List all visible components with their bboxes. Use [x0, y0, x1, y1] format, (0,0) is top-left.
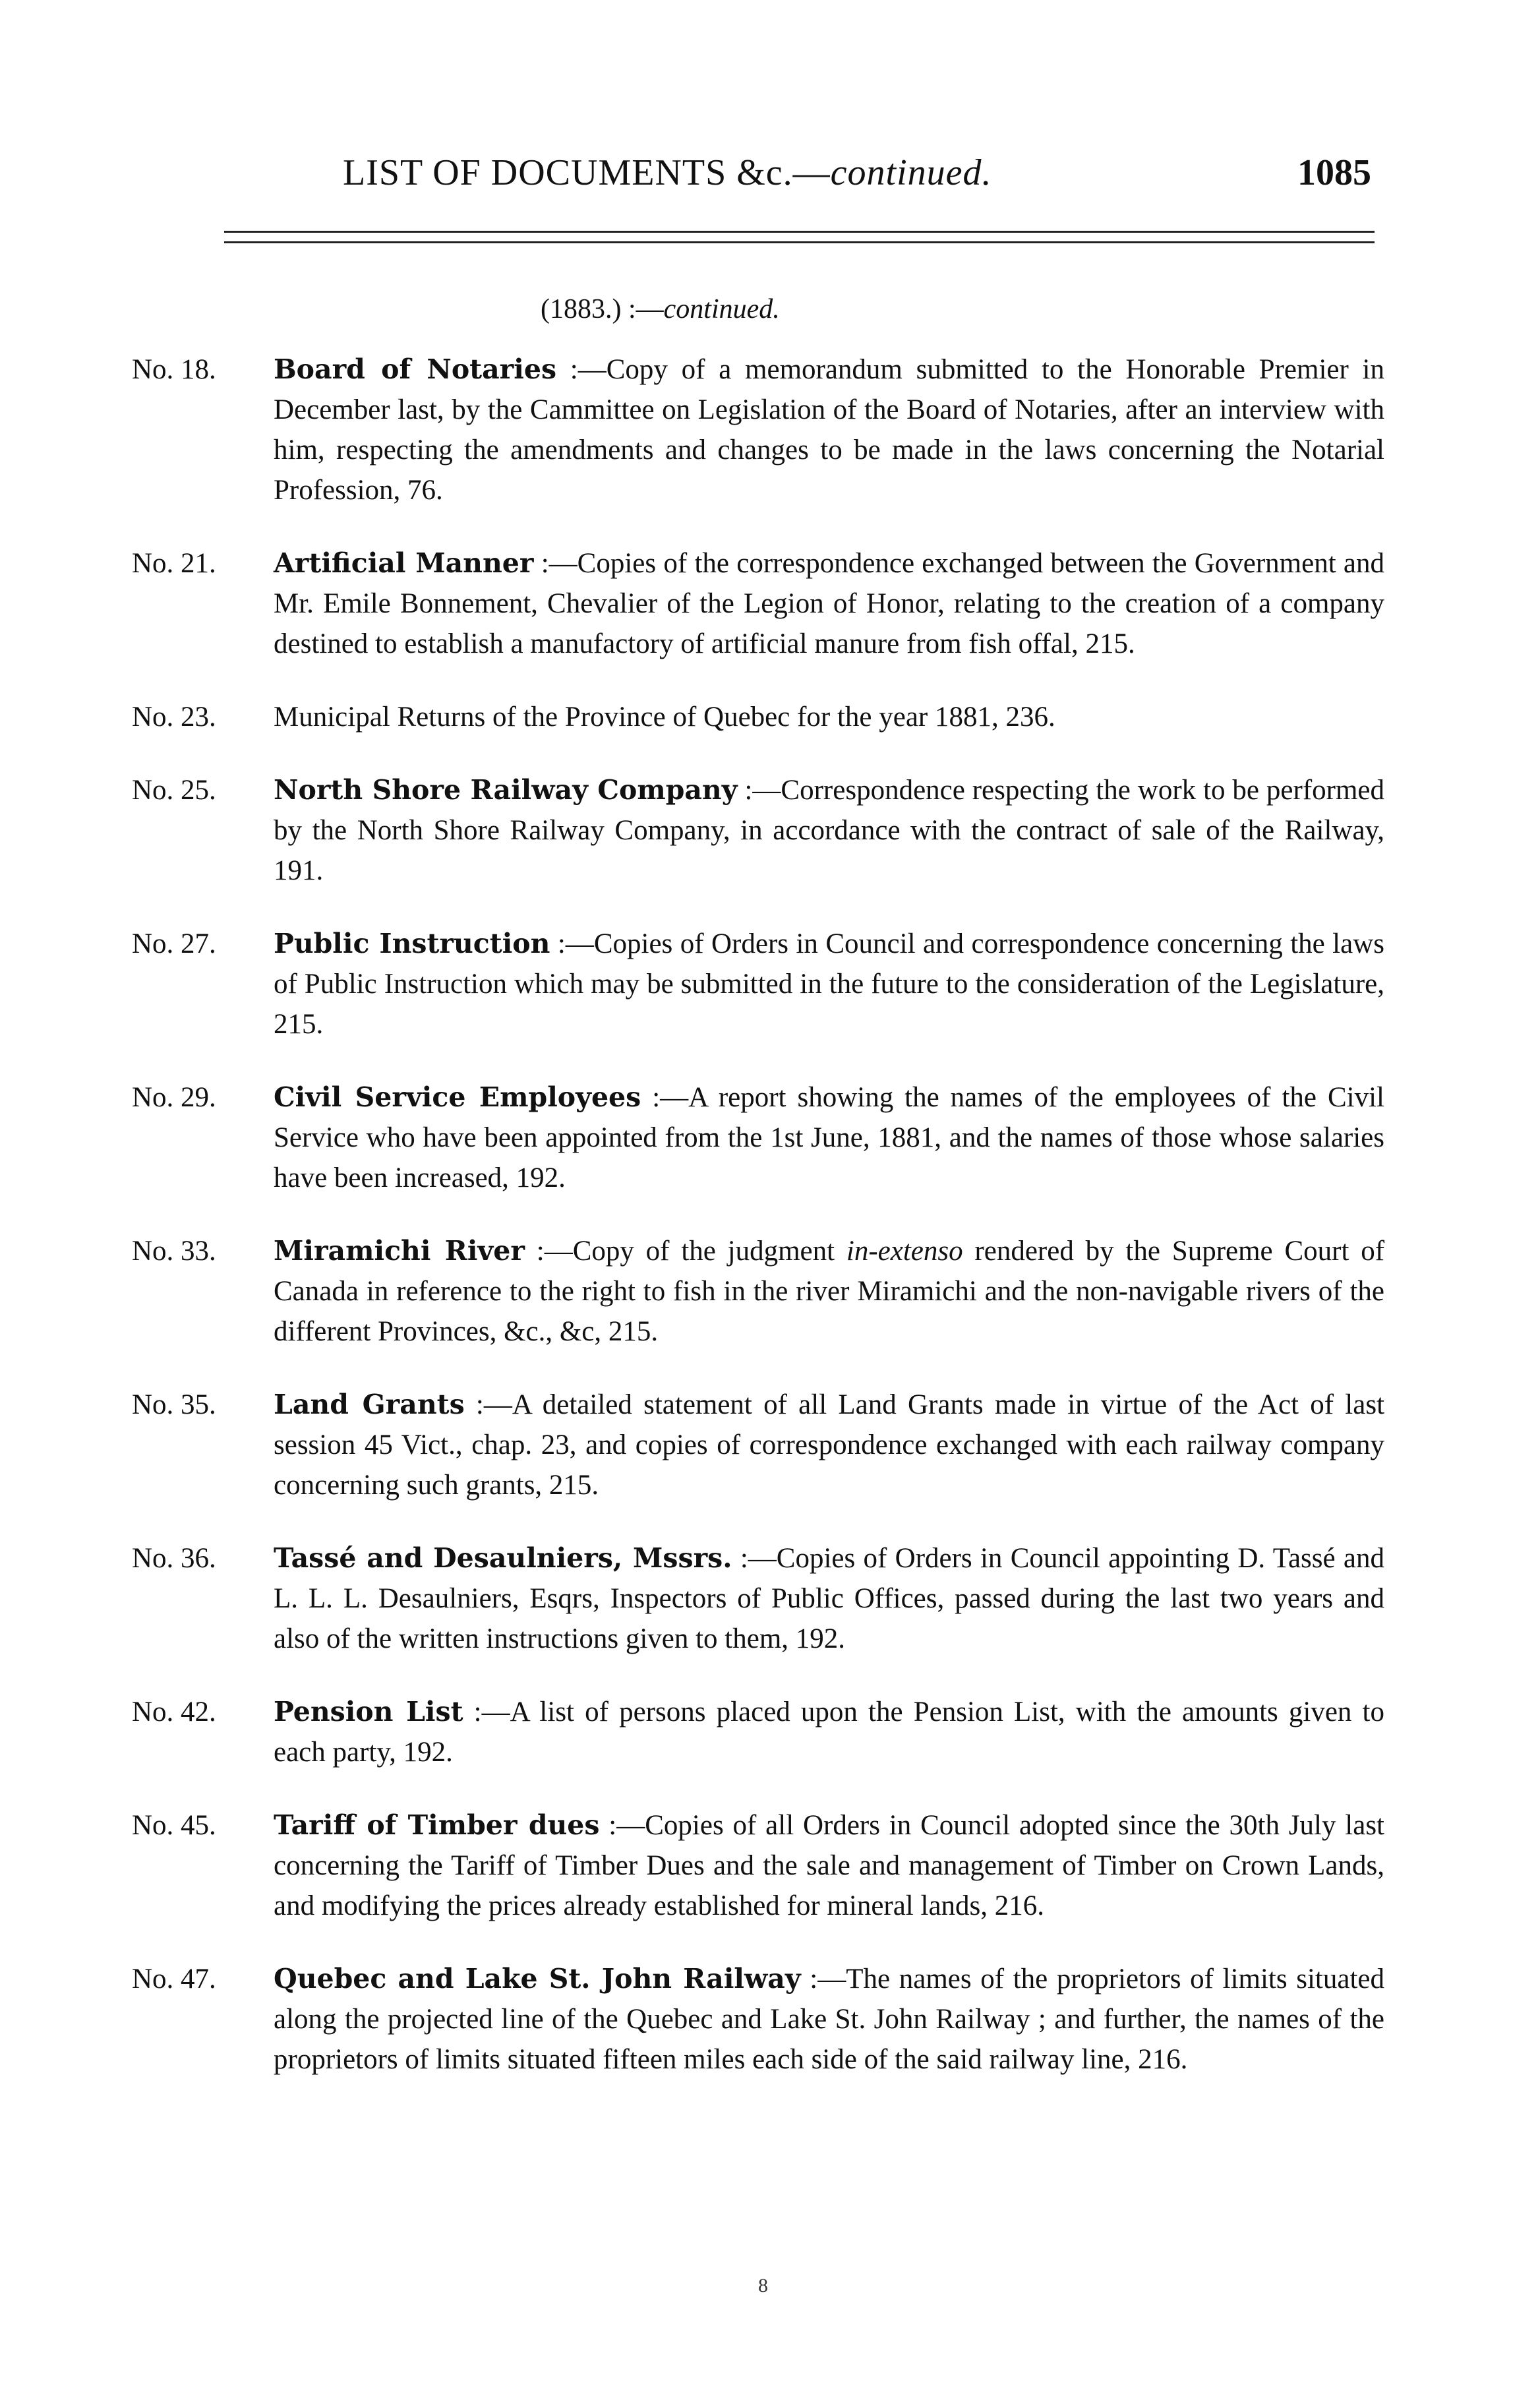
entry-text: :—Copy of a memorandum submitted to the Honorable Premier in December last, by the Cammittee on Legislation of the Board of Notaries, after an interview with him, respecting the amendments and changes to be made in the laws concerning the Notarial Profession, 76. [274, 354, 1384, 506]
entry-subject: Board of Notaries [274, 353, 557, 385]
document-entry-29 [132, 1077, 1384, 1198]
entry-subject: Miramichi River [274, 1235, 525, 1267]
entry-subject: North Shore Railway Company [274, 774, 738, 806]
entry-subject: Land Grants [274, 1389, 465, 1420]
entry-number: No. 36. [132, 1543, 216, 1574]
entry-text: :—Copies of Orders in Council appointing D. Tassé and L. L. L. Desaulniers, Esqrs, Inspectors of Public Offices, passed during the last two years and also of the written instructions given to them, 192. [274, 1543, 1384, 1654]
page-title-main: LIST OF DOCUMENTS &c.— [343, 152, 831, 193]
section-heading [541, 293, 780, 325]
document-entry-21 [132, 543, 1384, 664]
document-entry-25 [132, 770, 1384, 891]
section-continued: continued. [663, 294, 780, 324]
document-entry-35 [132, 1385, 1384, 1505]
entry-number: No. 47. [132, 1964, 216, 1995]
entry-text: :—A list of persons placed upon the Pension List, with the amounts given to each party, 192. [274, 1696, 1385, 1768]
document-entry-33 [132, 1231, 1384, 1352]
entry-subject: Tariff of Timber dues [274, 1809, 600, 1841]
entry-number: No. 33. [132, 1236, 216, 1267]
entry-subject: Tassé and Desaulniers, Mssrs. [274, 1542, 732, 1574]
header-rule-top [224, 231, 1375, 233]
entry-text: :—A detailed statement of all Land Grants made in virtue of the Act of last session 45 Vict., chap. 23, and copies of correspondence exchanged with each railway company concerning such grants, 215. [274, 1389, 1385, 1501]
entry-text-after: rendered by the Supreme Court of Canada in reference to the right to fish in the river Miramichi and the non-navigable rivers of the different Provinces, &c., &c, 215. [274, 1236, 1385, 1347]
entry-text: :—Copies of Orders in Council and correspondence concerning the laws of Public Instruction which may be submitted in the future to the consideration of the Legislature, 215. [274, 928, 1385, 1040]
footer-mark: 8 [758, 2275, 768, 2297]
document-entry-45 [132, 1805, 1384, 1926]
document-entry-42 [132, 1692, 1384, 1772]
page-number: 1085 [1297, 152, 1371, 193]
page-title-continued: continued. [830, 152, 992, 193]
entry-number: No. 45. [132, 1810, 216, 1841]
entry-text: :—Copies of all Orders in Council adopted since the 30th July last concerning the Tariff of Timber Dues and the sale and management of Timber on Crown Lands, and modifying the prices already established for mineral lands, 216. [274, 1810, 1384, 1921]
entry-text: :—Correspondence respecting the work to be performed by the North Shore Railway Company, in accordance with the contract of sale of the Railway, 191. [274, 775, 1385, 886]
entry-subject: Public Instruction [274, 928, 550, 959]
entry-number: No. 21. [132, 548, 216, 579]
document-entry-27 [132, 924, 1384, 1044]
entry-text-italic: in-extenso [846, 1236, 963, 1267]
entry-number: No. 29. [132, 1082, 216, 1113]
section-year: (1883.) :— [541, 294, 664, 324]
entry-number: No. 23. [132, 702, 216, 733]
entry-number: No. 42. [132, 1696, 216, 1727]
entry-number: No. 27. [132, 928, 216, 959]
entry-subject: Artificial Manner [274, 547, 534, 579]
entry-number: No. 18. [132, 354, 216, 385]
entry-text: :—Copies of the correspondence exchanged between the Government and Mr. Emile Bonnement, Chevalier of the Legion of Honor, relating to the creation of a company destined to establish a manufactory of artificial manure from fish offal, 215. [274, 548, 1385, 659]
entry-number: No. 35. [132, 1389, 216, 1420]
entry-text: :—A report showing the names of the employees of the Civil Service who have been appointed from the 1st June, 1881, and the names of those whose salaries have been increased, 192. [274, 1082, 1384, 1193]
entry-subject: Pension List [274, 1696, 463, 1727]
document-list [132, 349, 1384, 2113]
entry-number: No. 25. [132, 775, 216, 806]
entry-text: Municipal Returns of the Province of Quebec for the year 1881, 236. [274, 702, 1055, 733]
document-entry-23 [132, 697, 1384, 737]
entry-subject: Civil Service Employees [274, 1081, 641, 1113]
document-entry-47 [132, 1959, 1384, 2080]
document-entry-18 [132, 349, 1384, 510]
entry-text: :—The names of the proprietors of limits situated along the projected line of the Quebec and Lake St. John Railway ; and further, the names of the proprietors of limits situated fifteen miles each side of the said railway line, 216. [274, 1964, 1384, 2075]
entry-text-before: :—Copy of the judgment [524, 1236, 846, 1267]
header-rule-bottom [224, 241, 1375, 243]
page-title [343, 152, 992, 194]
page-header [343, 152, 1371, 211]
entry-subject: Quebec and Lake St. John Railway [274, 1963, 801, 1995]
document-entry-36 [132, 1538, 1384, 1659]
